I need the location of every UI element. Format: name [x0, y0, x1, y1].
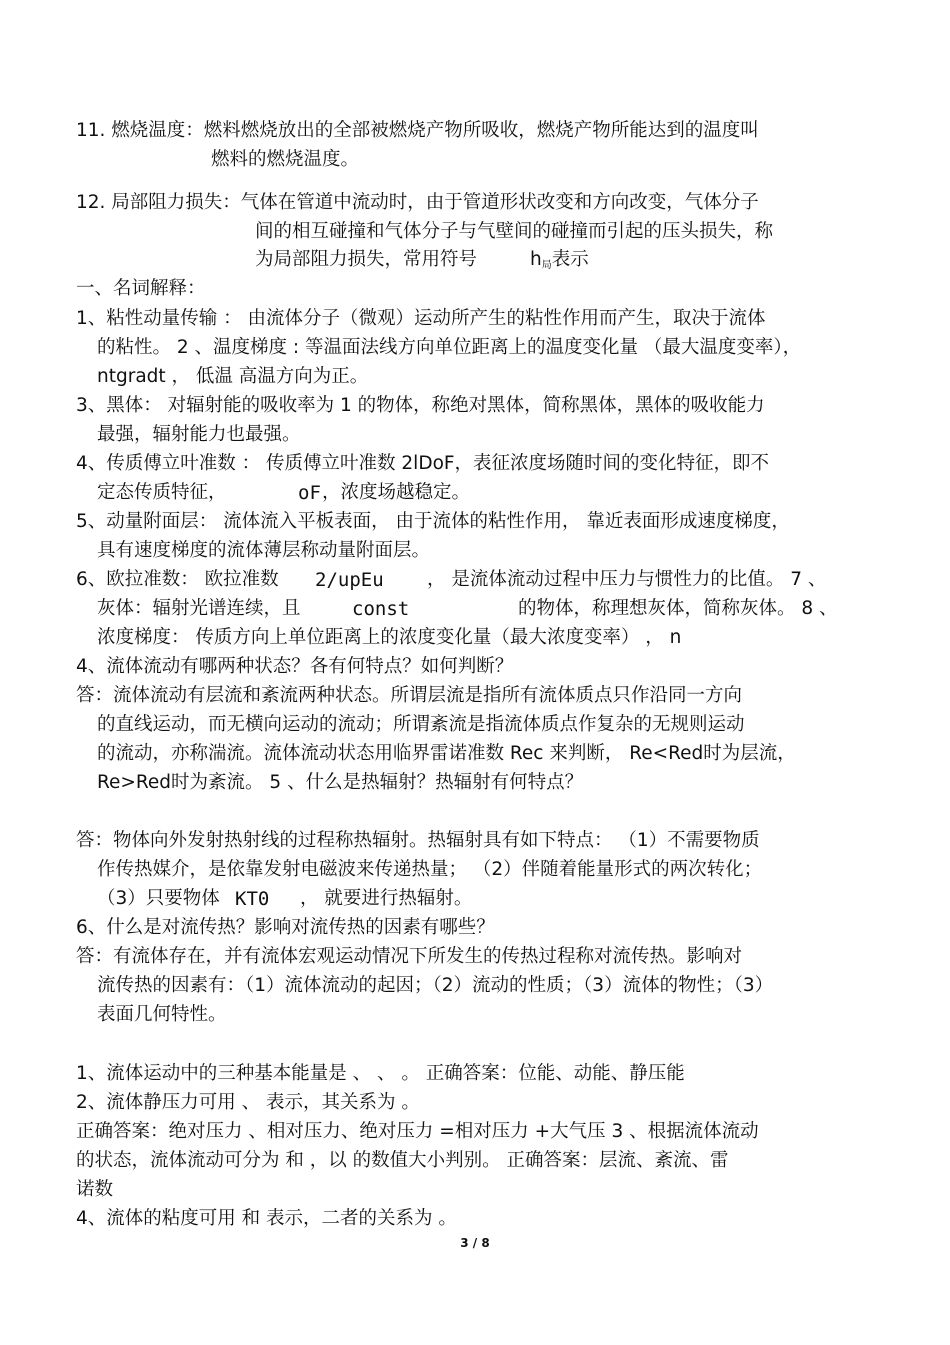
symbol-h-main: h [530, 249, 542, 270]
text-line: 的粘性。 2 、温度梯度 : 等温面法线方向单位距离上的温度变化量 （最大温度变率）， [97, 337, 802, 358]
text-line: 正确答案：绝对压力 、相对压力、绝对压力 =相对压力 +大气压 3 、根据流体流动 [76, 1121, 759, 1142]
text-line: （3）只要物体 [97, 888, 220, 909]
text-line: 浓度梯度： 传质方向上单位距离上的浓度变化量（最大浓度变率） ， n [97, 627, 682, 648]
text-line: 4、传质傅立叶准数 ： 传质傅立叶准数 2lDoF，表征浓度场随时间的变化特征，即不 [76, 453, 770, 474]
formula-kt0: KT0 [235, 888, 270, 910]
text-line: 1、粘性动量传输 ： 由流体分子（微观）运动所产生的粘性作用而产生，取决于流体 [76, 308, 766, 329]
text-line: 4、流体的粘度可用 和 表示，二者的关系为 。 [76, 1208, 457, 1229]
text-line: 燃料的燃烧温度。 [211, 149, 360, 170]
text-line: 答：流体流动有层流和紊流两种状态。所谓层流是指所有流体质点只作沿同一方向 [76, 685, 743, 706]
text-line: 的状态，流体流动可分为 和 ，以 的数值大小判别。 正确答案：层流、紊流、雷 [76, 1150, 729, 1171]
formula-euler: 2/upEu [315, 569, 384, 591]
symbol-h-tail: 表示 [551, 249, 589, 270]
formula-of: oF [298, 482, 321, 504]
text-line: 流传热的因素有：（1）流体流动的起因；（2）流动的性质；（3）流体的物性；（3） [97, 975, 774, 996]
text-line: ntgradt ， 低温 高温方向为正。 [97, 366, 369, 387]
text-line: 3、黑体： 对辐射能的吸收率为 1 的物体，称绝对黑体，简称黑体，黑体的吸收能力 [76, 395, 765, 416]
text-line: 1、流体运动中的三种基本能量是 、 、 。 正确答案：位能、动能、静压能 [76, 1063, 685, 1084]
text-line: ，浓度场越稳定。 [322, 482, 471, 503]
text-line: 间的相互碰撞和气体分子与气壁间的碰撞而引起的压头损失，称 [255, 221, 774, 242]
text-line: 2、流体静压力可用 、 表示，其关系为 。 [76, 1092, 420, 1113]
text-line: 为局部阻力损失，常用符号 [255, 249, 478, 270]
text-line: 的物体，称理想灰体，简称灰体。 8 、 [518, 598, 838, 619]
symbol-h [530, 248, 589, 278]
text-line: 灰体：辐射光谱连续，且 [97, 598, 301, 619]
text-line: 诺数 [76, 1179, 114, 1200]
question-heading: 6、什么是对流传热？影响对流传热的因素有哪些？ [76, 917, 495, 938]
text-line: 定态传质特征， [97, 482, 227, 503]
text-line: 答：物体向外发射热射线的过程称热辐射。热辐射具有如下特点： （1）不需要物质 [76, 830, 760, 851]
question-heading: 4、流体流动有哪两种状态？各有何特点？如何判断？ [76, 656, 514, 677]
text-line: 具有速度梯度的流体薄层称动量附面层。 [97, 540, 431, 561]
text-line: 12. 局部阻力损失：气体在管道中流动时，由于管道形状改变和方向改变，气体分子 [76, 192, 759, 213]
text-line: 5、动量附面层： 流体流入平板表面， 由于流体的粘性作用， 靠近表面形成速度梯度， [76, 511, 790, 532]
page-number: 3 / 8 [460, 1236, 490, 1250]
text-line: ， 就要进行热辐射。 [300, 888, 473, 909]
text-line: ， 是流体流动过程中压力与惯性力的比值。 7 、 [427, 569, 827, 590]
section-heading: 一、名词解释： [76, 278, 206, 299]
text-line: 的直线运动，而无横向运动的流动；所谓紊流是指流体质点作复杂的无规则运动 [97, 714, 745, 735]
symbol-h-subscript: 局 [541, 260, 552, 271]
text-line: Re>Red时为紊流。 5 、什么是热辐射？热辐射有何特点？ [97, 772, 584, 793]
text-line: 表面几何特性。 [97, 1004, 227, 1025]
text-line: 答：有流体存在，并有流体宏观运动情况下所发生的传热过程称对流传热。影响对 [76, 946, 743, 967]
formula-const: const [352, 598, 410, 620]
text-line: 最强，辐射能力也最强。 [97, 424, 301, 445]
text-line: 6、欧拉准数： 欧拉准数 [76, 569, 279, 590]
text-line: 的流动，亦称湍流。流体流动状态用临界雷诺准数 Rec 来判断， Re<Red时为层流， [97, 743, 796, 764]
text-line: 11. 燃烧温度：燃料燃烧放出的全部被燃烧产物所吸收，燃烧产物所能达到的温度叫 [76, 120, 759, 141]
text-line: 作传热媒介，是依靠发射电磁波来传递热量； （2）伴随着能量形式的两次转化； [97, 859, 763, 880]
